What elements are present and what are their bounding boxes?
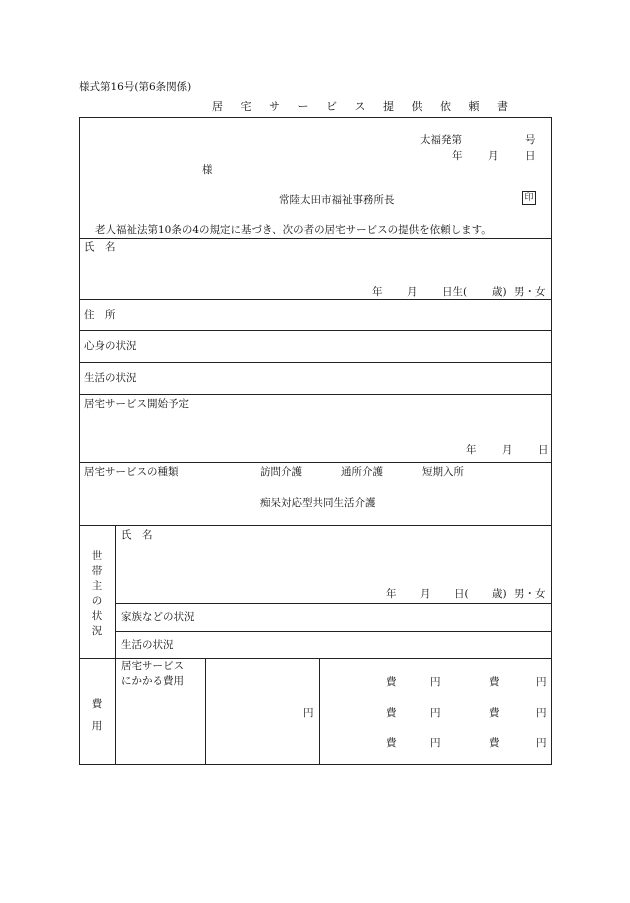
divider [79,299,552,300]
divider [79,362,552,363]
cost-row3-c1-yen: 円 [430,737,441,749]
doc-number-suffix: 号 [525,134,536,146]
divider [79,330,552,331]
family-condition-label: 家族などの状況 [121,611,195,623]
household-year: 年 [386,588,397,600]
cost-item-label-1: 居宅サービス [121,660,184,672]
cost-row1-c1-yen: 円 [430,676,441,688]
household-sex: 男・女 [514,588,546,600]
household-label: 世帯主の状況 [91,550,103,637]
issuer-name: 常陸太田市福祉事務所長 [279,194,395,206]
divider [205,658,206,765]
name-label: 氏 名 [84,241,116,253]
doc-number-prefix: 太福発第 [420,134,462,146]
date-year: 年 [452,150,463,162]
cost-item-label-2: にかかる費用 [121,675,184,687]
start-day: 日 [538,444,549,456]
cost-row2-c1-yen: 円 [430,707,441,719]
divider [115,603,552,604]
request-text: 老人福祉法第10条の4の規定に基づき、次の者の居宅サービスの提供を依頼します。 [95,224,492,236]
age: 歳) [492,286,507,298]
divider [115,631,552,632]
divider [79,394,552,395]
option-dementia-group-home: 痴呆対応型共同生活介護 [260,497,376,509]
divider [319,658,320,765]
divider [79,525,552,526]
date-month: 月 [488,150,499,162]
household-living-label: 生活の状況 [121,639,174,651]
addressee-suffix: 様 [202,164,213,176]
divider [79,658,552,659]
cost-row2-c1: 費 [386,707,397,719]
cost-row1-c2-yen: 円 [536,676,547,688]
cost-row1-c1: 費 [386,676,397,688]
address-label: 住 所 [84,309,116,321]
option-short-stay: 短期入所 [422,466,464,478]
option-day-care: 通所介護 [341,466,383,478]
birth-year: 年 [372,286,383,298]
birth-month: 月 [407,286,418,298]
form-number: 様式第16号(第6条関係) [79,81,192,93]
cost-label: 費用 [91,698,103,732]
household-age: 歳) [492,588,507,600]
divider [115,525,116,765]
cost-row3-c1: 費 [386,737,397,749]
option-home-visit: 訪問介護 [260,466,302,478]
service-type-label: 居宅サービスの種類 [84,466,179,478]
divider [79,238,552,239]
birth-day: 日生( [442,286,468,298]
date-day: 日 [525,150,536,162]
cost-row2-c2: 費 [489,707,500,719]
seal-stamp: 印 [522,191,536,205]
cost-row2-c2-yen: 円 [536,707,547,719]
cost-row3-c2-yen: 円 [536,737,547,749]
cost-row3-c2: 費 [489,737,500,749]
cost-row1-c2: 費 [489,676,500,688]
living-condition-label: 生活の状況 [84,372,137,384]
physical-condition-label: 心身の状況 [84,340,137,352]
start-month: 月 [502,444,513,456]
cost-yen: 円 [303,707,314,719]
start-year: 年 [466,444,477,456]
household-name-label: 氏 名 [121,529,153,541]
divider [79,462,552,463]
sex: 男・女 [514,286,546,298]
household-month: 月 [420,588,431,600]
service-start-label: 居宅サービス開始予定 [84,398,189,410]
household-day: 日( [454,588,469,600]
form-title: 居 宅 サ ー ビ ス 提 供 依 頼 書 [212,100,515,113]
